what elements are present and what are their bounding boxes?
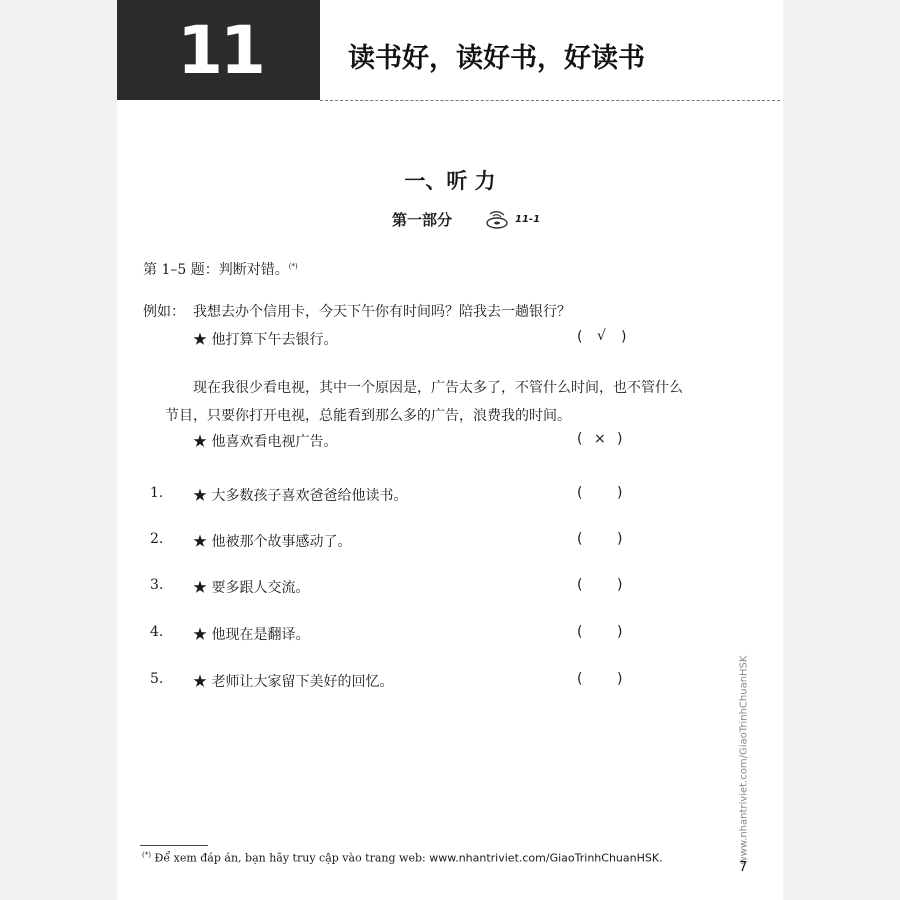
question-1-answer-open[interactable]: ( <box>577 485 583 501</box>
example-2-line-2: 节目，只要你打开电视，总能看到那么多的广告，浪费我的时间。 <box>165 408 571 424</box>
instruction <box>143 259 298 279</box>
question-2-statement: ★ 他被那个故事感动了。 <box>193 534 352 550</box>
question-4-statement: ★ 他现在是翻译。 <box>193 627 310 643</box>
question-2-answer-open[interactable]: ( <box>577 531 583 547</box>
footnote <box>142 851 663 865</box>
footnote-text: Để xem đáp án, bạn hãy truy cập vào trang web: <box>154 851 430 865</box>
instruction-note-mark: (*) <box>288 262 298 271</box>
example-1-answer-check: √ <box>597 328 606 344</box>
question-1-number: 1. <box>150 485 164 501</box>
question-3-answer-open[interactable]: ( <box>577 577 583 593</box>
cd-audio-icon[interactable] <box>484 210 512 230</box>
footnote-mark: (*) <box>142 851 151 859</box>
answer-paren-open: ( <box>577 329 583 345</box>
footnote-link[interactable]: www.nhantriviet.com/GiaoTrinhChuanHSK. <box>429 851 663 865</box>
question-5-answer-close: ) <box>617 671 623 687</box>
question-2-number: 2. <box>150 531 164 547</box>
question-1-statement: ★ 大多数孩子喜欢爸爸给他读书。 <box>193 488 408 504</box>
side-watermark-url: www.nhantriviet.com/GiaoTrinhChuanHSK <box>738 655 750 865</box>
section-title: 一、听 力 <box>404 168 496 193</box>
instruction-text: 第 1–5 题：判断对错。 <box>143 262 289 278</box>
answer-paren-open: ( <box>577 431 583 447</box>
question-1-answer-close: ) <box>617 485 623 501</box>
answer-paren-close: ) <box>621 329 627 345</box>
example-1-statement: ★ 他打算下午去银行。 <box>193 332 338 348</box>
answer-paren-close: ) <box>617 431 623 447</box>
question-2-answer-close: ) <box>617 531 623 547</box>
header-dashed-rule <box>320 100 780 101</box>
question-5-number: 5. <box>150 671 164 687</box>
part-title: 第一部分 <box>392 211 453 229</box>
example-2-answer-cross: × <box>594 431 606 447</box>
question-3-number: 3. <box>150 577 164 593</box>
example-2-line-1: 现在我很少看电视，其中一个原因是，广告太多了，不管什么时间，也不管什么 <box>193 380 683 396</box>
question-5-statement: ★ 老师让大家留下美好的回忆。 <box>193 674 394 690</box>
lesson-title: 读书好，读好书，好读书 <box>348 43 645 74</box>
lesson-number: 11 <box>177 11 263 89</box>
page-number: 7 <box>739 860 748 875</box>
question-4-number: 4. <box>150 624 164 640</box>
example-label: 例如： <box>143 304 185 320</box>
question-3-statement: ★ 要多跟人交流。 <box>193 580 310 596</box>
footnote-rule <box>140 845 208 846</box>
question-5-answer-open[interactable]: ( <box>577 671 583 687</box>
example-1-text: 我想去办个信用卡，今天下午你有时间吗？陪我去一趟银行？ <box>193 304 571 320</box>
example-2-statement: ★ 他喜欢看电视广告。 <box>193 434 338 450</box>
question-4-answer-open[interactable]: ( <box>577 624 583 640</box>
question-3-answer-close: ) <box>617 577 623 593</box>
track-number: 11-1 <box>515 214 541 225</box>
question-4-answer-close: ) <box>617 624 623 640</box>
